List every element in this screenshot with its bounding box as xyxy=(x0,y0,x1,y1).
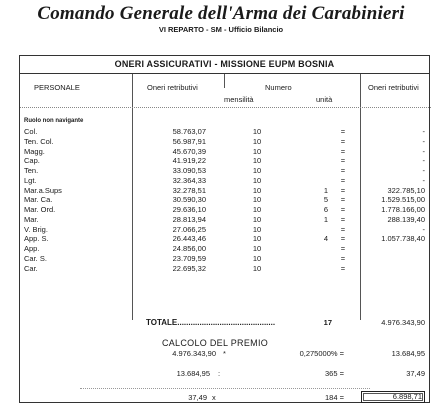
col-header-unita: unità xyxy=(316,95,333,104)
total-cell: - xyxy=(422,175,425,185)
table-row xyxy=(20,195,429,205)
total-cell: - xyxy=(422,224,425,234)
total-cell: - xyxy=(422,136,425,146)
mensilita-cell: 10 xyxy=(252,224,262,234)
oneri-cell: 45.670,39 xyxy=(172,146,206,156)
grade-cell: Col. xyxy=(24,127,38,136)
col-header-mensilita: mensilità xyxy=(224,95,254,104)
calc-3-b: 184 = xyxy=(325,393,344,402)
equals-cell: = xyxy=(340,127,346,136)
total-cell: - xyxy=(422,127,425,136)
col-header-personale: PERSONALE xyxy=(34,83,80,92)
oneri-cell: 33.090,53 xyxy=(172,166,206,175)
mensilita-cell: 10 xyxy=(252,146,262,156)
column-divider xyxy=(224,74,225,88)
mensilita-cell: 10 xyxy=(252,195,262,205)
equals-cell: = xyxy=(340,156,346,166)
table-row xyxy=(20,254,429,264)
mensilita-cell: 10 xyxy=(252,156,262,166)
document-title: Comando Generale dell'Arma dei Carabinieri xyxy=(37,3,405,24)
header-underline xyxy=(20,107,431,108)
equals-cell: = xyxy=(340,263,346,273)
total-cell: - xyxy=(422,146,425,156)
grade-cell: Car. S. xyxy=(24,253,47,263)
mensilita-cell: 10 xyxy=(252,136,262,146)
oneri-cell: 30.590,30 xyxy=(172,195,206,205)
grade-cell: Lgt. xyxy=(24,175,37,185)
calc-1-result: 13.684,95 xyxy=(391,349,425,358)
document-subtitle: VI REPARTO - SM - Ufficio Bilancio xyxy=(158,25,284,34)
calc-2-op: : xyxy=(218,369,221,378)
oneri-cell: 32.364,33 xyxy=(172,175,206,185)
oneri-cell: 41.919,22 xyxy=(172,156,206,166)
table-row xyxy=(20,186,429,196)
unita-cell: 1 xyxy=(323,185,329,195)
table-row xyxy=(20,147,429,157)
grade-cell: Mar.a.Sups xyxy=(24,185,62,195)
table-row xyxy=(20,137,429,147)
grade-cell: Mar. Ord. xyxy=(24,205,56,214)
mensilita-cell: 10 xyxy=(252,127,262,136)
calcolo-title: CALCOLO DEL PREMIO xyxy=(161,338,269,348)
unita-cell: 5 xyxy=(323,195,329,205)
equals-cell: = xyxy=(340,234,346,244)
equals-cell: = xyxy=(340,205,346,214)
equals-cell: = xyxy=(340,214,346,224)
oneri-cell: 56.987,91 xyxy=(172,136,206,146)
col-header-oneri-tot: Oneri retributivi xyxy=(368,83,419,92)
equals-cell: = xyxy=(340,253,346,263)
grade-cell: Magg. xyxy=(24,146,45,156)
oneri-table xyxy=(19,55,430,403)
unita-cell: 4 xyxy=(323,234,329,244)
table-row xyxy=(20,234,429,244)
col-header-oneri: Oneri retributivi xyxy=(147,83,198,92)
mensilita-cell: 10 xyxy=(252,263,262,273)
table-row xyxy=(20,244,429,254)
equals-cell: = xyxy=(340,224,346,234)
calc-underline xyxy=(80,388,370,389)
grade-cell: Cap. xyxy=(24,156,40,166)
mensilita-cell: 10 xyxy=(252,214,262,224)
oneri-cell: 28.813,94 xyxy=(172,214,206,224)
grade-cell: Car. xyxy=(24,263,38,273)
total-cell: 1.529.515,00 xyxy=(381,195,425,205)
grade-cell: App. xyxy=(24,244,40,253)
calc-2-a: 13.684,95 xyxy=(176,369,210,378)
mensilita-cell: 10 xyxy=(252,185,262,195)
mensilita-cell: 10 xyxy=(252,175,262,185)
table-row xyxy=(20,166,429,176)
calc-3-op: x xyxy=(212,393,216,402)
grade-cell: Ten. Col. xyxy=(24,136,54,146)
grade-cell: Mar. xyxy=(24,214,39,224)
table-row xyxy=(20,127,429,137)
grade-cell: Mar. Ca. xyxy=(24,195,53,205)
mensilita-cell: 10 xyxy=(252,244,262,253)
table-row xyxy=(20,215,429,225)
calc-2-b: 365 = xyxy=(325,369,344,378)
calc-1-op: * xyxy=(223,349,226,358)
equals-cell: = xyxy=(340,195,346,205)
oneri-cell: 23.709,59 xyxy=(172,253,206,263)
col-header-numero: Numero xyxy=(265,83,292,92)
oneri-cell: 32.278,51 xyxy=(172,185,206,195)
grade-cell: V. Brig. xyxy=(24,224,48,234)
total-cell: 288.139,40 xyxy=(387,214,425,224)
calc-1-b: 0,275000% = xyxy=(299,349,344,358)
equals-cell: = xyxy=(340,244,346,253)
oneri-cell: 24.856,00 xyxy=(172,244,206,253)
calc-1-a: 4.976.343,90 xyxy=(172,349,216,358)
table-row xyxy=(20,264,429,274)
equals-cell: = xyxy=(340,175,346,185)
total-cell: 1.778.166,00 xyxy=(381,205,425,214)
total-cell: - xyxy=(422,166,425,175)
calc-2-result: 37,49 xyxy=(406,369,425,378)
mensilita-cell: 10 xyxy=(252,253,262,263)
oneri-cell: 29.636,10 xyxy=(172,205,206,214)
unita-cell: 6 xyxy=(323,205,329,214)
unita-cell: 1 xyxy=(323,214,329,224)
table-row xyxy=(20,176,429,186)
grade-cell: Ten. xyxy=(24,166,39,175)
totale-label: TOTALE............................................ xyxy=(146,318,276,327)
total-cell: - xyxy=(422,156,425,166)
section-label: Ruolo non navigante xyxy=(24,118,84,124)
oneri-cell: 22.695,32 xyxy=(172,263,206,273)
table-row xyxy=(20,156,429,166)
premio-result-box xyxy=(361,391,425,403)
total-cell: 322.785,10 xyxy=(387,185,425,195)
grade-cell: App. S. xyxy=(24,234,49,244)
equals-cell: = xyxy=(340,146,346,156)
mensilita-cell: 10 xyxy=(252,205,262,214)
equals-cell: = xyxy=(340,166,346,175)
oneri-cell: 58.763,07 xyxy=(172,127,206,136)
table-row xyxy=(20,225,429,235)
equals-cell: = xyxy=(340,136,346,146)
total-cell: 1.057.738,40 xyxy=(381,234,425,244)
calc-3-a: 37,49 xyxy=(188,393,207,402)
totale-unita: 17 xyxy=(323,318,332,327)
mensilita-cell: 10 xyxy=(252,234,262,244)
table-row xyxy=(20,205,429,215)
table-title: ONERI ASSICURATIVI - MISSIONE EUPM BOSNIA xyxy=(20,56,429,74)
mensilita-cell: 10 xyxy=(252,166,262,175)
calc-3-result: 6.898,71 xyxy=(392,392,422,401)
equals-cell: = xyxy=(340,185,346,195)
oneri-cell: 27.066,25 xyxy=(172,224,206,234)
oneri-cell: 26.443,46 xyxy=(172,234,206,244)
totale-amount: 4.976.343,90 xyxy=(381,318,425,327)
